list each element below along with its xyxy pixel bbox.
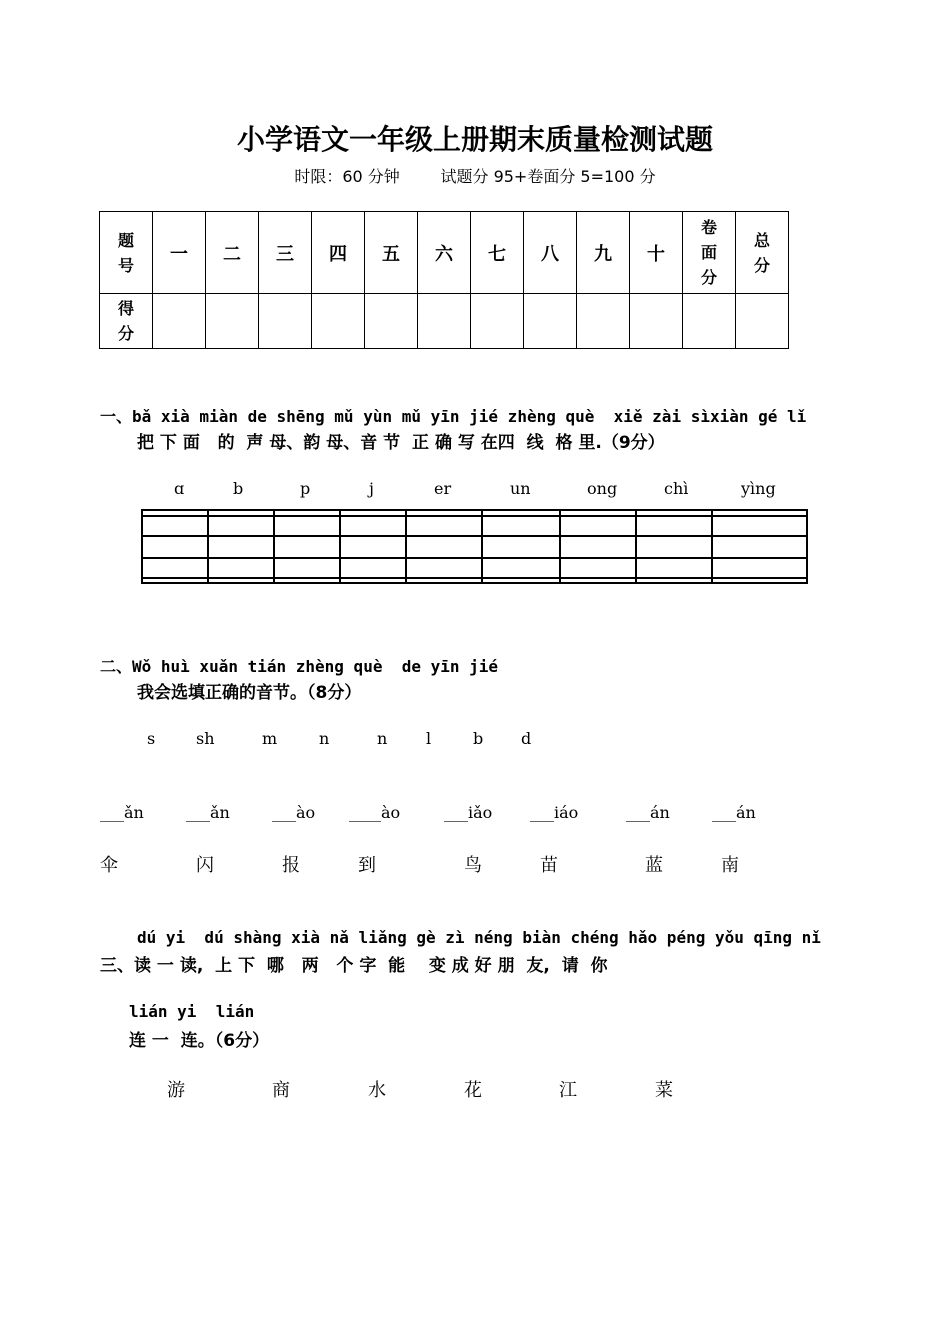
- q2-letter: l: [426, 729, 432, 748]
- score-cell[interactable]: [736, 294, 789, 349]
- q3-pinyin-line: dú yi dú shàng xià nǎ liǎng gè zì néng biàn chéng hǎo péng yǒu qīng nǐ: [137, 928, 821, 947]
- grid-divider: [481, 511, 483, 582]
- grid-line: [143, 535, 806, 537]
- header-col-5: 五: [365, 212, 418, 294]
- score-cell[interactable]: [471, 294, 524, 349]
- header-col-juanmian: 卷 面 分: [683, 212, 736, 294]
- score-cell[interactable]: [259, 294, 312, 349]
- q1-item: ong: [587, 479, 618, 498]
- q3-char: 江: [559, 1080, 577, 1101]
- grid-divider: [405, 511, 407, 582]
- q2-blank[interactable]: ____ào: [349, 803, 401, 822]
- score-table-score-row: [100, 294, 789, 349]
- score-table-header-row: [100, 212, 789, 294]
- q2-blank[interactable]: ___ào: [272, 803, 316, 822]
- q2-letter: n: [377, 729, 388, 748]
- q2-char: 苗: [540, 855, 558, 876]
- q2-letter: n: [319, 729, 330, 748]
- header-col-9: 九: [577, 212, 630, 294]
- header-col-2: 二: [206, 212, 259, 294]
- four-line-grid[interactable]: [141, 509, 808, 584]
- q2-letter: b: [473, 729, 484, 748]
- grid-divider: [273, 511, 275, 582]
- q1-item: ɑ: [174, 479, 185, 498]
- grid-line: [143, 577, 806, 579]
- q3-instruction-2: 连 一 连。（6分）: [129, 1031, 270, 1051]
- q3-char: 花: [464, 1080, 482, 1101]
- q2-blank[interactable]: ___ǎn: [186, 803, 230, 822]
- q2-letter: m: [262, 729, 278, 748]
- q2-pinyin-line: 二、Wǒ huì xuǎn tián zhèng què de yīn jié: [100, 657, 499, 676]
- score-cell[interactable]: [418, 294, 471, 349]
- q1-instruction: 把 下 面 的 声 母、韵 母、音 节 正 确 写 在四 线 格 里.（9分）: [137, 433, 665, 453]
- grid-divider: [207, 511, 209, 582]
- q1-item: j: [369, 479, 374, 498]
- q2-char: 到: [358, 855, 376, 876]
- score-cell[interactable]: [524, 294, 577, 349]
- q1-item: b: [233, 479, 244, 498]
- q3-char: 菜: [655, 1080, 673, 1101]
- q2-instruction: 我会选填正确的音节。（8分）: [137, 683, 362, 703]
- q3-pinyin-line-2: lián yi lián: [129, 1002, 255, 1021]
- q1-item: un: [510, 479, 531, 498]
- header-col-4: 四: [312, 212, 365, 294]
- header-col-10: 十: [630, 212, 683, 294]
- page-title: 小学语文一年级上册期末质量检测试题: [236, 123, 713, 156]
- grid-divider: [339, 511, 341, 582]
- q3-char: 水: [368, 1080, 386, 1101]
- header-col-6: 六: [418, 212, 471, 294]
- q2-char: 南: [721, 855, 739, 876]
- q2-letter: d: [521, 729, 532, 748]
- header-col-3: 三: [259, 212, 312, 294]
- q3-instruction: 三、读 一 读, 上 下 哪 两 个 字 能 变 成 好 朋 友, 请 你: [100, 956, 608, 976]
- q2-letter: sh: [196, 729, 215, 748]
- score-cell[interactable]: [312, 294, 365, 349]
- header-col-1: 一: [153, 212, 206, 294]
- score-label-cell: 得 分: [100, 294, 153, 349]
- score-cell[interactable]: [630, 294, 683, 349]
- q2-blank[interactable]: ___iǎo: [444, 803, 493, 822]
- grid-divider: [559, 511, 561, 582]
- header-col-total: 总 分: [736, 212, 789, 294]
- grid-line: [143, 515, 806, 517]
- q1-item: er: [434, 479, 452, 498]
- grid-divider: [711, 511, 713, 582]
- header-col-8: 八: [524, 212, 577, 294]
- q2-char: 报: [282, 855, 300, 876]
- q2-char: 闪: [196, 855, 214, 876]
- q3-char: 商: [272, 1080, 290, 1101]
- q2-blank[interactable]: ___án: [626, 803, 670, 822]
- q2-letter: s: [147, 729, 156, 748]
- q2-char: 鸟: [464, 855, 482, 876]
- q3-char: 游: [167, 1080, 185, 1101]
- grid-line: [143, 557, 806, 559]
- score-cell[interactable]: [153, 294, 206, 349]
- q1-item: chì: [664, 479, 689, 498]
- score-cell[interactable]: [206, 294, 259, 349]
- q2-blank[interactable]: ___án: [712, 803, 756, 822]
- header-label-cell: 题 号: [100, 212, 153, 294]
- q2-char: 蓝: [645, 855, 663, 876]
- score-table: [99, 211, 789, 349]
- q1-pinyin-line: 一、bǎ xià miàn de shēng mǔ yùn mǔ yīn jié zhèng què xiě zài sìxiàn gé lǐ: [100, 407, 807, 426]
- page-subtitle: 时限：60 分钟 试题分 95+卷面分 5=100 分: [294, 167, 656, 186]
- q2-blank[interactable]: ___iáo: [530, 803, 579, 822]
- grid-divider: [635, 511, 637, 582]
- q2-blank[interactable]: ___ǎn: [100, 803, 144, 822]
- q2-char: 伞: [100, 855, 118, 876]
- score-cell[interactable]: [577, 294, 630, 349]
- q1-item: yìng: [741, 479, 776, 498]
- score-cell[interactable]: [365, 294, 418, 349]
- q1-item: p: [300, 479, 311, 498]
- header-col-7: 七: [471, 212, 524, 294]
- score-cell[interactable]: [683, 294, 736, 349]
